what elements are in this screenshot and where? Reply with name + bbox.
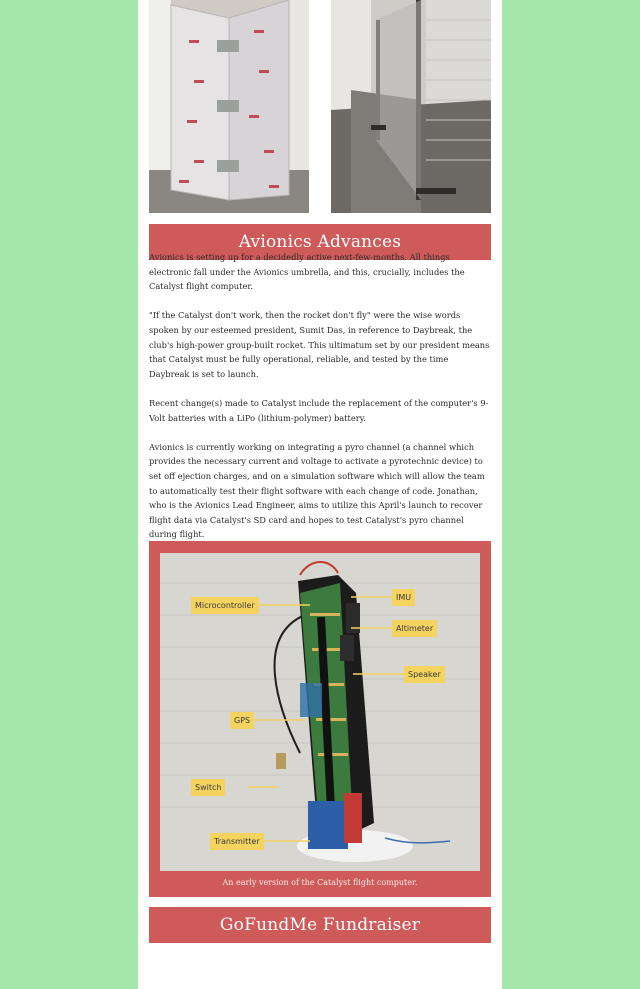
article-paragraph: Recent change(s) made to Catalyst include the replacement of the computer's 9-Volt batteries with a LiPo (lithium-polymer) battery.: [149, 397, 489, 423]
article-paragraph: "If the Catalyst don't work, then the rocket don't fly" were the wise words spoken by our esteemed president, Sumit Das, in reference to Daybreak, the club's high-power group-built rocket. This ultimatum set by our president means that Catalyst must be fully operational, reliable, and tested by the time Daybreak is set to launch.: [149, 310, 490, 379]
label-imu: IMU: [392, 589, 415, 606]
label-transmitter: Transmitter: [210, 833, 264, 850]
article-paragraph: Avionics is setting up for a decidedly active next-few-months. All things electronic fall under the Avionics umbrella, and this, crucially, includes the Catalyst flight computer.: [149, 252, 465, 292]
panel-photo-illustration: [149, 0, 309, 213]
frame-photo-illustration: [331, 0, 491, 213]
section-heading-gofundme: [149, 907, 491, 943]
label-speaker: Speaker: [404, 666, 445, 683]
section-heading-gofundme-text: GoFundMe Fundraiser: [219, 915, 421, 935]
label-gps: GPS: [230, 712, 254, 729]
label-altimeter: Altimeter: [392, 620, 437, 637]
figure-caption: An early version of the Catalyst flight computer.: [222, 878, 418, 887]
label-microcontroller: Microcontroller: [191, 597, 259, 614]
section-heading-avionics-text: Avionics Advances: [238, 232, 402, 252]
article-paragraph: Avionics is currently working on integrating a pyro channel (a channel which provides the necessary current and voltage to activate a pyrotechnic device) to set off ejection charges, and on a simulation software which will allow the team to automatically test their flight software with each change of code. Jonathan, who is the Avionics Lead Engineer, aims to utilize this April's launch to recover flight data via Catalyst's SD card and hopes to test Catalyst's pyro channel during flight.: [149, 441, 485, 540]
newsletter-page: [138, 0, 502, 989]
catalyst-photo: [160, 553, 480, 871]
avionics-article: [149, 250, 491, 556]
label-switch: Switch: [191, 779, 225, 796]
catalyst-figure: [149, 541, 491, 897]
frame-photo: [331, 0, 491, 213]
panel-photo: [149, 0, 309, 213]
